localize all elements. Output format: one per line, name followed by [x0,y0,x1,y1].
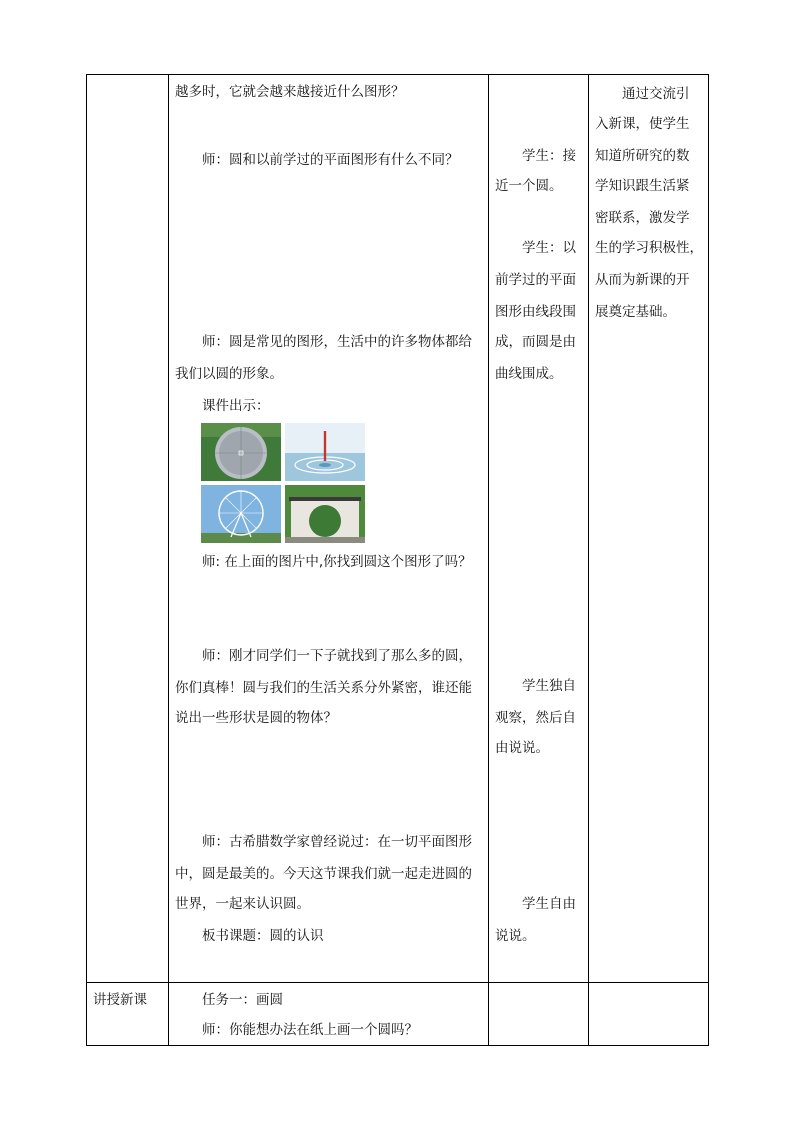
text-line: 师：古希腊数学家曾经说过：在一切平面图形 [202,834,472,850]
text-line: 中，圆是最美的。今天这节课我们就一起走进圆的 [175,866,472,882]
text-line: 你们真棒！圆与我们的生活关系分外紧密，谁还能 [175,680,472,696]
text-line: 说出一些形状是圆的物体？ [175,710,337,726]
moon-gate-photo [285,485,365,543]
text-line: 学生：以 [522,240,576,256]
student-activity-cell [489,983,589,1046]
text-line: 师：圆和以前学过的平面图形有什么不同？ [202,152,459,168]
table-row [87,983,709,1046]
text-line: 任务一：画圆 [202,992,283,1008]
stage-label: 讲授新课 [93,992,147,1008]
text-line: 学生独自 [522,678,576,694]
text-line: 师：刚才同学们一下子就找到了那么多的圆， [202,648,472,664]
text-line: 师：你能想办法在纸上画一个圆吗？ [202,1022,418,1038]
teacher-activity-cell [169,983,489,1046]
stage-cell [87,75,169,983]
text-line: 世界，一起来认识圆。 [175,896,310,912]
text-line: 师: 在上面的图片中,你找到圆这个图形了吗？ [202,554,472,570]
text-line: 前学过的平面 [495,272,576,288]
student-activity-cell [489,75,589,983]
text-line: 展奠定基础。 [595,304,676,320]
text-line: 生的学习积极性， [595,240,703,256]
text-line: 课件出示： [202,398,270,414]
text-line: 越多时，它就会越来越接近什么图形？ [175,84,405,100]
ferris-wheel-photo [201,485,281,543]
design-intent-cell [589,983,709,1046]
radio-telescope-photo [201,423,281,481]
text-line: 学生：接 [522,148,576,164]
text-line: 通过交流引 [622,86,690,102]
text-line: 近一个圆。 [495,178,563,194]
courseware-image-grid [201,423,367,543]
text-line: 成，而圆是由 [495,334,576,350]
text-line: 从而为新课的开 [595,272,690,288]
text-line: 说说。 [495,928,536,944]
stage-cell [87,983,169,1046]
text-line: 由说说。 [495,740,549,756]
design-intent-cell [589,75,709,983]
text-line: 板书课题：圆的认识 [202,928,324,944]
text-line: 我们以圆的形象。 [175,366,283,382]
lesson-plan-table [86,74,709,1046]
text-line: 密联系，激发学 [595,210,690,226]
table-row [87,75,709,983]
text-line: 学知识跟生活紧 [595,178,690,194]
text-line: 观察，然后自 [495,710,576,726]
text-line: 师：圆是常见的图形，生活中的许多物体都给 [202,334,472,350]
text-line: 入新课，使学生 [595,116,690,132]
teacher-activity-cell [169,75,489,983]
text-line: 知道所研究的数 [595,148,690,164]
text-line: 图形由线段围 [495,304,576,320]
text-line: 曲线围成。 [495,366,563,382]
text-line: 学生自由 [522,896,576,912]
water-ripple-photo [285,423,365,481]
